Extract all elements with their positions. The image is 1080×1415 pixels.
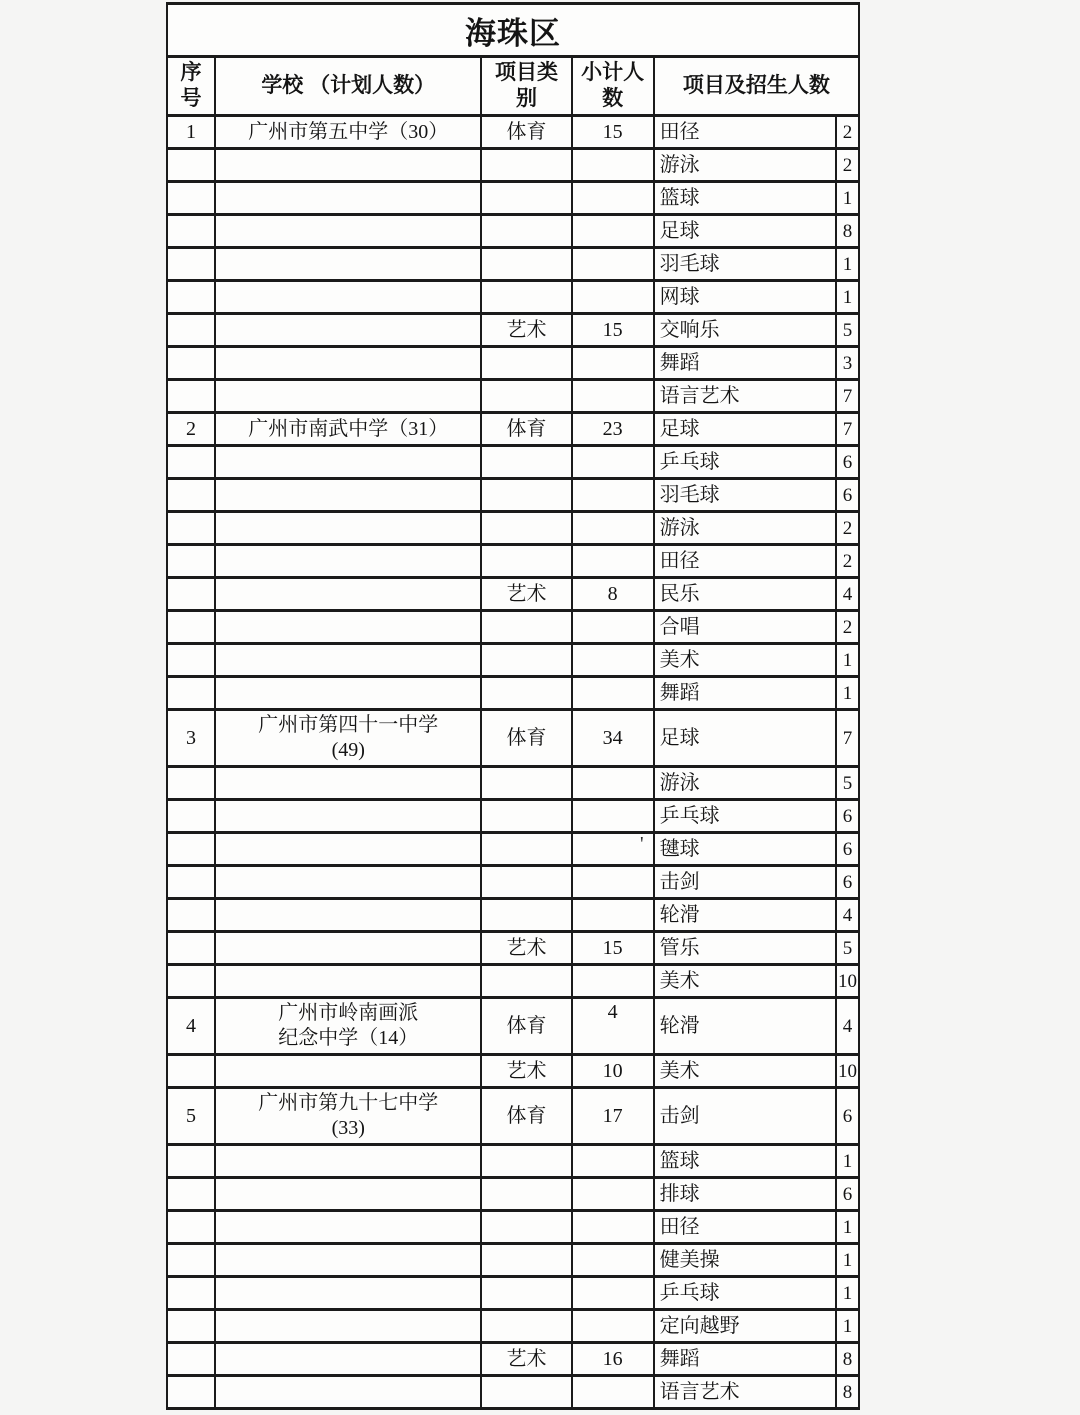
school-cell xyxy=(215,1145,481,1178)
school-cell xyxy=(215,182,481,215)
project-cell: 游泳 xyxy=(654,149,836,182)
table-row xyxy=(167,512,859,545)
seq-cell xyxy=(167,611,215,644)
project-cell: 交响乐 xyxy=(654,314,836,347)
seq-cell xyxy=(167,545,215,578)
category-cell xyxy=(481,866,571,899)
category-cell xyxy=(481,767,571,800)
school-cell xyxy=(215,800,481,833)
col-header-seq: 序号 xyxy=(167,57,215,116)
subtotal-cell xyxy=(572,512,654,545)
category-cell xyxy=(481,965,571,998)
seq-cell xyxy=(167,215,215,248)
school-cell xyxy=(215,899,481,932)
seq-cell: 1 xyxy=(167,116,215,149)
category-cell xyxy=(481,512,571,545)
table-row xyxy=(167,1145,859,1178)
seq-cell xyxy=(167,1376,215,1409)
scan-artifact-mark: ' xyxy=(640,833,644,855)
project-cell: 篮球 xyxy=(654,1145,836,1178)
project-cell: 足球 xyxy=(654,215,836,248)
table-row xyxy=(167,182,859,215)
table-row xyxy=(167,116,859,149)
seq-cell xyxy=(167,512,215,545)
project-cell: 游泳 xyxy=(654,512,836,545)
count-cell: 5 xyxy=(836,314,859,347)
project-cell: 语言艺术 xyxy=(654,1376,836,1409)
seq-cell xyxy=(167,182,215,215)
project-cell: 健美操 xyxy=(654,1244,836,1277)
table-row xyxy=(167,578,859,611)
count-cell: 8 xyxy=(836,215,859,248)
school-cell xyxy=(215,833,481,866)
seq-cell xyxy=(167,677,215,710)
seq-cell xyxy=(167,644,215,677)
subtotal-cell: 34 xyxy=(572,710,654,767)
subtotal-cell xyxy=(572,1277,654,1310)
project-cell: 民乐 xyxy=(654,578,836,611)
subtotal-cell xyxy=(572,347,654,380)
project-cell: 乒乓球 xyxy=(654,446,836,479)
table-row xyxy=(167,1055,859,1088)
project-cell: 排球 xyxy=(654,1178,836,1211)
count-cell: 6 xyxy=(836,1088,859,1145)
category-cell xyxy=(481,347,571,380)
project-cell: 毽球 xyxy=(654,833,836,866)
project-cell: 网球 xyxy=(654,281,836,314)
table-row xyxy=(167,1343,859,1376)
project-cell: 篮球 xyxy=(654,182,836,215)
seq-cell xyxy=(167,1244,215,1277)
category-cell xyxy=(481,248,571,281)
project-cell: 轮滑 xyxy=(654,998,836,1055)
category-cell xyxy=(481,800,571,833)
category-cell xyxy=(481,1145,571,1178)
project-cell: 羽毛球 xyxy=(654,248,836,281)
category-cell: 体育 xyxy=(481,710,571,767)
school-cell xyxy=(215,767,481,800)
category-cell: 艺术 xyxy=(481,1343,571,1376)
project-cell: 美术 xyxy=(654,965,836,998)
count-cell: 6 xyxy=(836,833,859,866)
category-cell xyxy=(481,899,571,932)
seq-cell xyxy=(167,578,215,611)
seq-cell xyxy=(167,800,215,833)
category-cell xyxy=(481,446,571,479)
count-cell: 10 xyxy=(836,1055,859,1088)
subtotal-cell xyxy=(572,644,654,677)
seq-cell xyxy=(167,767,215,800)
subtotal-cell xyxy=(572,677,654,710)
school-cell xyxy=(215,149,481,182)
subtotal-cell xyxy=(572,1310,654,1343)
table-row xyxy=(167,149,859,182)
school-cell: 广州市第四十一中学 (49) xyxy=(215,710,481,767)
seq-cell xyxy=(167,1055,215,1088)
table-row xyxy=(167,677,859,710)
project-cell: 管乐 xyxy=(654,932,836,965)
category-cell xyxy=(481,1211,571,1244)
category-cell xyxy=(481,833,571,866)
seq-cell: 4 xyxy=(167,998,215,1055)
project-cell: 舞蹈 xyxy=(654,347,836,380)
school-cell: 广州市南武中学（31） xyxy=(215,413,481,446)
count-cell: 2 xyxy=(836,545,859,578)
count-cell: 4 xyxy=(836,998,859,1055)
project-cell: 合唱 xyxy=(654,611,836,644)
category-cell xyxy=(481,215,571,248)
seq-cell xyxy=(167,1310,215,1343)
category-cell xyxy=(481,1244,571,1277)
school-cell xyxy=(215,1178,481,1211)
school-cell xyxy=(215,932,481,965)
count-cell: 1 xyxy=(836,248,859,281)
count-cell: 1 xyxy=(836,677,859,710)
category-cell: 体育 xyxy=(481,413,571,446)
col-header-category: 项目类别 xyxy=(481,57,571,116)
seq-cell xyxy=(167,149,215,182)
table-row xyxy=(167,281,859,314)
category-cell: 体育 xyxy=(481,998,571,1055)
category-cell: 艺术 xyxy=(481,932,571,965)
subtotal-cell: 8 xyxy=(572,578,654,611)
count-cell: 10 xyxy=(836,965,859,998)
count-cell: 7 xyxy=(836,413,859,446)
col-header-subtotal: 小计人数 xyxy=(572,57,654,116)
count-cell: 8 xyxy=(836,1343,859,1376)
count-cell: 2 xyxy=(836,116,859,149)
category-cell xyxy=(481,545,571,578)
project-cell: 舞蹈 xyxy=(654,677,836,710)
table-row xyxy=(167,314,859,347)
project-cell: 美术 xyxy=(654,644,836,677)
category-cell xyxy=(481,281,571,314)
project-cell: 田径 xyxy=(654,1211,836,1244)
school-cell xyxy=(215,644,481,677)
category-cell: 艺术 xyxy=(481,578,571,611)
subtotal-cell: 10 xyxy=(572,1055,654,1088)
category-cell: 体育 xyxy=(481,1088,571,1145)
table-row xyxy=(167,998,859,1055)
seq-cell xyxy=(167,1343,215,1376)
school-cell xyxy=(215,1055,481,1088)
table-row xyxy=(167,899,859,932)
school-cell xyxy=(215,347,481,380)
school-cell xyxy=(215,380,481,413)
category-cell xyxy=(481,611,571,644)
category-cell: 艺术 xyxy=(481,314,571,347)
category-cell xyxy=(481,1376,571,1409)
school-cell xyxy=(215,1310,481,1343)
subtotal-cell xyxy=(572,380,654,413)
school-cell xyxy=(215,1211,481,1244)
table-row xyxy=(167,347,859,380)
count-cell: 1 xyxy=(836,182,859,215)
seq-cell xyxy=(167,314,215,347)
table-row xyxy=(167,767,859,800)
project-cell: 击剑 xyxy=(654,866,836,899)
table-row xyxy=(167,479,859,512)
subtotal-cell xyxy=(572,479,654,512)
school-cell xyxy=(215,1376,481,1409)
table-row xyxy=(167,215,859,248)
subtotal-cell xyxy=(572,767,654,800)
seq-cell xyxy=(167,1178,215,1211)
subtotal-cell xyxy=(572,248,654,281)
table-row xyxy=(167,1178,859,1211)
table-row xyxy=(167,1244,859,1277)
project-cell: 羽毛球 xyxy=(654,479,836,512)
subtotal-cell xyxy=(572,866,654,899)
school-cell xyxy=(215,1343,481,1376)
table-row xyxy=(167,800,859,833)
seq-cell xyxy=(167,965,215,998)
subtotal-cell xyxy=(572,1178,654,1211)
project-cell: 轮滑 xyxy=(654,899,836,932)
subtotal-cell xyxy=(572,281,654,314)
project-cell: 美术 xyxy=(654,1055,836,1088)
count-cell: 1 xyxy=(836,644,859,677)
school-cell xyxy=(215,611,481,644)
subtotal-cell xyxy=(572,545,654,578)
count-cell: 4 xyxy=(836,899,859,932)
subtotal-cell xyxy=(572,1244,654,1277)
table-row xyxy=(167,1277,859,1310)
seq-cell xyxy=(167,446,215,479)
school-cell xyxy=(215,512,481,545)
category-cell xyxy=(481,149,571,182)
table-row xyxy=(167,413,859,446)
subtotal-cell: 17 xyxy=(572,1088,654,1145)
seq-cell xyxy=(167,866,215,899)
project-cell: 足球 xyxy=(654,710,836,767)
count-cell: 2 xyxy=(836,512,859,545)
district-title: 海珠区 xyxy=(167,4,859,57)
count-cell: 7 xyxy=(836,710,859,767)
count-cell: 2 xyxy=(836,149,859,182)
table-row xyxy=(167,1310,859,1343)
project-cell: 乒乓球 xyxy=(654,800,836,833)
count-cell: 6 xyxy=(836,446,859,479)
subtotal-cell: 16 xyxy=(572,1343,654,1376)
count-cell: 1 xyxy=(836,281,859,314)
seq-cell xyxy=(167,248,215,281)
school-cell xyxy=(215,446,481,479)
subtotal-cell xyxy=(572,1145,654,1178)
school-cell: 广州市第五中学（30） xyxy=(215,116,481,149)
category-cell: 艺术 xyxy=(481,1055,571,1088)
subtotal-cell xyxy=(572,611,654,644)
seq-cell xyxy=(167,479,215,512)
subtotal-cell xyxy=(572,1211,654,1244)
table-row xyxy=(167,932,859,965)
table-row xyxy=(167,380,859,413)
table-row xyxy=(167,1376,859,1409)
subtotal-cell: 23 xyxy=(572,413,654,446)
seq-cell xyxy=(167,347,215,380)
count-cell: 1 xyxy=(836,1244,859,1277)
count-cell: 3 xyxy=(836,347,859,380)
category-cell xyxy=(481,677,571,710)
project-cell: 足球 xyxy=(654,413,836,446)
school-cell xyxy=(215,677,481,710)
table-row xyxy=(167,545,859,578)
project-cell: 乒乓球 xyxy=(654,1277,836,1310)
seq-cell: 2 xyxy=(167,413,215,446)
school-cell xyxy=(215,281,481,314)
admissions-table xyxy=(166,2,860,1410)
school-cell xyxy=(215,866,481,899)
table-row xyxy=(167,866,859,899)
subtotal-cell xyxy=(572,149,654,182)
count-cell: 6 xyxy=(836,1178,859,1211)
seq-cell xyxy=(167,899,215,932)
school-cell xyxy=(215,965,481,998)
seq-cell xyxy=(167,1277,215,1310)
seq-cell xyxy=(167,380,215,413)
project-cell: 舞蹈 xyxy=(654,1343,836,1376)
category-cell xyxy=(481,479,571,512)
table-row xyxy=(167,644,859,677)
table-row xyxy=(167,1211,859,1244)
table-row xyxy=(167,833,859,866)
school-cell xyxy=(215,545,481,578)
table-row xyxy=(167,446,859,479)
col-header-projects: 项目及招生人数 xyxy=(654,57,859,116)
table-row xyxy=(167,710,859,767)
project-cell: 游泳 xyxy=(654,767,836,800)
project-cell: 击剑 xyxy=(654,1088,836,1145)
table-title-row xyxy=(167,4,859,57)
school-cell xyxy=(215,314,481,347)
category-cell xyxy=(481,1310,571,1343)
category-cell xyxy=(481,644,571,677)
count-cell: 1 xyxy=(836,1310,859,1343)
project-cell: 定向越野 xyxy=(654,1310,836,1343)
subtotal-cell xyxy=(572,965,654,998)
category-cell xyxy=(481,380,571,413)
category-cell: 体育 xyxy=(481,116,571,149)
school-cell xyxy=(215,1244,481,1277)
count-cell: 8 xyxy=(836,1376,859,1409)
subtotal-cell: 15 xyxy=(572,932,654,965)
school-cell xyxy=(215,1277,481,1310)
seq-cell: 5 xyxy=(167,1088,215,1145)
category-cell xyxy=(481,1178,571,1211)
school-cell xyxy=(215,215,481,248)
subtotal-cell: 15 xyxy=(572,314,654,347)
project-cell: 田径 xyxy=(654,545,836,578)
school-cell: 广州市第九十七中学 (33) xyxy=(215,1088,481,1145)
count-cell: 5 xyxy=(836,932,859,965)
school-cell xyxy=(215,479,481,512)
table-row xyxy=(167,1088,859,1145)
table-row xyxy=(167,248,859,281)
count-cell: 6 xyxy=(836,479,859,512)
count-cell: 1 xyxy=(836,1211,859,1244)
count-cell: 6 xyxy=(836,866,859,899)
subtotal-cell: 15 xyxy=(572,116,654,149)
seq-cell xyxy=(167,1145,215,1178)
project-cell: 语言艺术 xyxy=(654,380,836,413)
count-cell: 1 xyxy=(836,1277,859,1310)
school-cell xyxy=(215,248,481,281)
school-cell xyxy=(215,578,481,611)
subtotal-cell: 4 xyxy=(572,998,654,1055)
seq-cell: 3 xyxy=(167,710,215,767)
category-cell xyxy=(481,1277,571,1310)
subtotal-cell xyxy=(572,800,654,833)
seq-cell xyxy=(167,281,215,314)
col-header-school: 学校 （计划人数） xyxy=(215,57,481,116)
count-cell: 4 xyxy=(836,578,859,611)
count-cell: 1 xyxy=(836,1145,859,1178)
subtotal-cell xyxy=(572,182,654,215)
project-cell: 田径 xyxy=(654,116,836,149)
school-cell: 广州市岭南画派 纪念中学（14） xyxy=(215,998,481,1055)
category-cell xyxy=(481,182,571,215)
count-cell: 2 xyxy=(836,611,859,644)
subtotal-cell xyxy=(572,899,654,932)
count-cell: 7 xyxy=(836,380,859,413)
subtotal-cell xyxy=(572,215,654,248)
table-header-row xyxy=(167,57,859,116)
seq-cell xyxy=(167,932,215,965)
subtotal-cell xyxy=(572,1376,654,1409)
seq-cell xyxy=(167,833,215,866)
seq-cell xyxy=(167,1211,215,1244)
table-row xyxy=(167,611,859,644)
count-cell: 6 xyxy=(836,800,859,833)
subtotal-cell xyxy=(572,446,654,479)
table-row xyxy=(167,965,859,998)
count-cell: 5 xyxy=(836,767,859,800)
